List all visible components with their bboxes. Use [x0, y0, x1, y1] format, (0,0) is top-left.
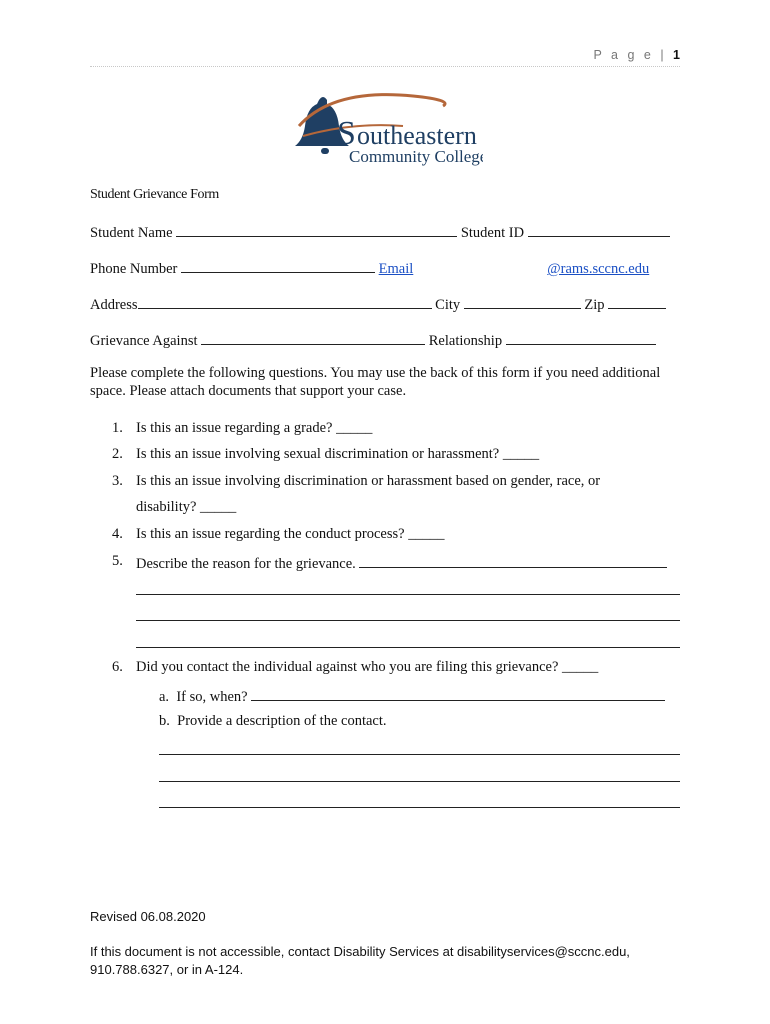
revised-date: Revised 06.08.2020	[90, 909, 206, 924]
question-5-text: Describe the reason for the grievance.	[136, 556, 356, 572]
accessibility-notice-line1: If this document is not accessible, contact Disability Services at disabilityservices@sccnc.edu,	[90, 944, 630, 959]
email-label: Email	[378, 261, 414, 277]
student-name-label: Student Name	[90, 225, 173, 241]
question-4: Is this an issue regarding the conduct process? _____	[136, 526, 445, 542]
student-name-row	[90, 222, 670, 242]
college-logo	[293, 92, 483, 170]
instructions: Please complete the following questions. You may use the back of this form if you need additional space. Please attach documents that support your case.	[90, 365, 661, 399]
accessibility-notice-line2: 910.788.6327, or in A-124.	[90, 962, 244, 977]
grievance-row	[90, 330, 656, 350]
logo-initial: S	[337, 115, 356, 152]
answer-line[interactable]	[136, 647, 680, 648]
question-3-number: 3.	[112, 473, 123, 489]
answer-line[interactable]	[159, 754, 680, 755]
sub-question-b-text: Provide a description of the contact.	[177, 713, 387, 729]
page-label: P a g e	[593, 48, 654, 62]
question-6: Did you contact the individual against who you are filing this grievance? _____	[136, 659, 599, 675]
question-3: Is this an issue involving discrimination or harassment based on gender, race, or	[136, 473, 601, 489]
sub-question-a-letter: a.	[159, 689, 170, 705]
question-1-number: 1.	[112, 420, 123, 436]
form-title: Student Grievance Form	[90, 187, 219, 202]
student-id-label: Student ID	[460, 225, 525, 241]
city-label: City	[435, 297, 461, 313]
grievance-against-field[interactable]	[201, 330, 425, 345]
city-field[interactable]	[464, 294, 581, 309]
sub-question-a-answer-line[interactable]	[251, 686, 665, 701]
email-link[interactable]	[379, 261, 650, 277]
email-domain: @rams.sccnc.edu	[547, 261, 650, 277]
question-2: Is this an issue involving sexual discrimination or harassment? _____	[136, 446, 540, 462]
question-6-number: 6.	[112, 659, 123, 675]
grievance-against-label: Grievance Against	[90, 333, 198, 349]
bell-logo-icon	[293, 92, 483, 170]
relationship-label: Relationship	[428, 333, 503, 349]
question-1: Is this an issue regarding a grade? _____	[136, 420, 373, 436]
question-5-number: 5.	[112, 553, 123, 569]
page-number: P a g e | 1	[593, 48, 680, 62]
question-5-answer-line[interactable]	[359, 553, 667, 568]
question-5	[136, 553, 667, 573]
sub-question-b	[159, 713, 387, 730]
address-row	[90, 294, 666, 314]
phone-email-row	[90, 258, 649, 278]
address-label: Address	[90, 297, 138, 313]
question-2-number: 2.	[112, 446, 123, 462]
phone-label: Phone Number	[90, 261, 178, 277]
question-4-number: 4.	[112, 526, 123, 542]
logo-line2: Community College	[349, 147, 483, 166]
address-field[interactable]	[138, 294, 432, 309]
relationship-field[interactable]	[506, 330, 656, 345]
answer-line[interactable]	[159, 807, 680, 808]
sub-question-b-letter: b.	[159, 713, 170, 729]
question-3-continued: disability? _____	[136, 499, 237, 515]
phone-field[interactable]	[181, 258, 375, 273]
logo-line1: outheastern	[357, 121, 477, 150]
page-number-value: 1	[673, 48, 680, 62]
sub-question-a	[159, 686, 665, 706]
student-id-field[interactable]	[528, 222, 670, 237]
sub-question-a-text: If so, when?	[176, 689, 248, 705]
answer-line[interactable]	[159, 781, 680, 782]
answer-line[interactable]	[136, 594, 680, 595]
zip-field[interactable]	[608, 294, 666, 309]
student-name-field[interactable]	[176, 222, 457, 237]
zip-label: Zip	[584, 297, 605, 313]
header-divider	[90, 66, 680, 67]
answer-line[interactable]	[136, 620, 680, 621]
